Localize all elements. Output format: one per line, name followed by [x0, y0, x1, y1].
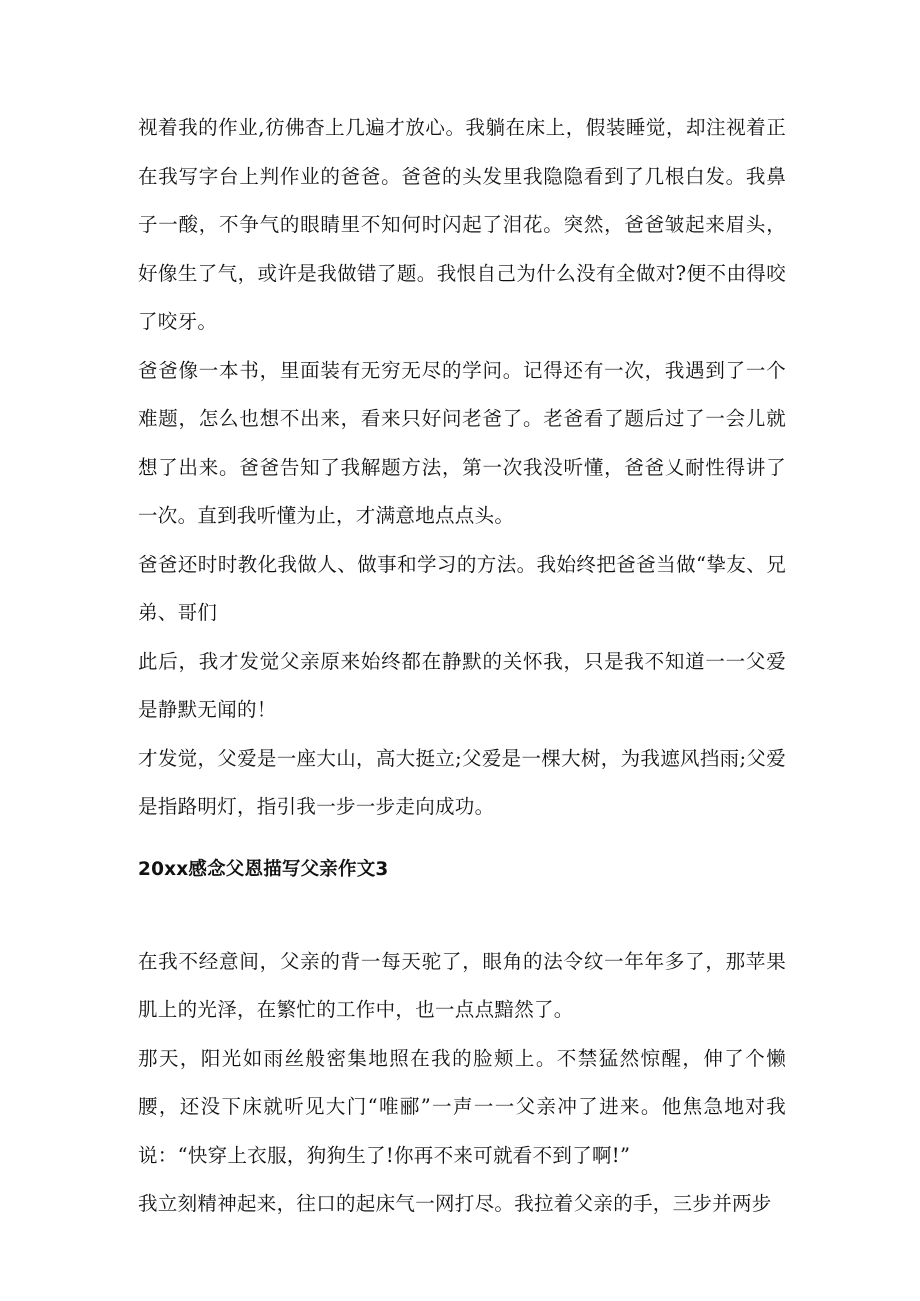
- paragraph: 我立刻精神起来，往口的起床气一网打尽。我拉着父亲的手，三步并两步: [138, 1192, 772, 1215]
- document-page: [138, 104, 786, 1229]
- paragraph: 才发觉，父爱是一座大山，高大挺立;父爱是一棵大树，为我遮风挡雨;父爱是指路明灯，指引我一步一步走向成功。: [138, 746, 786, 818]
- paragraph: 爸爸像一本书，里面装有无穷无尽的学问。记得还有一次，我遇到了一个难题，怎么也想不出来，看来只好问老爸了。老爸看了题后过了一会儿就想了出来。爸爸告知了我解题方法，第一次我没听懂，爸爸乂耐性得讲了一次。直到我听懂为止，才满意地点点头。: [138, 358, 786, 527]
- paragraph: 爸爸还时时教化我做人、做事和学习的方法。我始终把爸爸当做“挚友、兄弟、哥们: [138, 552, 786, 624]
- paragraph: 在我不经意间，父亲的背一每天驼了，眼角的法令纹一年年多了，那苹果肌上的光泽，在繁忙的工作中，也一点点黯然了。: [138, 949, 786, 1021]
- paragraph: 视着我的作业,彷佛杳上几遍才放心。我躺在床上，假装睡觉，却注视着正在我写字台上判作业的爸爸。爸爸的头发里我隐隐看到了几根白发。我鼻子一酸，不争气的眼睛里不知何时闪起了泪花。突然，爸爸皱起来眉头，好像生了气，或许是我做错了题。我恨自己为什么没有全做对?便不由得咬了咬牙。: [138, 116, 786, 333]
- section-heading: 20xx感念父恩描写父亲作文3: [138, 858, 389, 880]
- paragraph: 那天，阳光如雨丝般密集地照在我的脸颊上。不禁猛然惊醒，伸了个懒腰，还没下床就听见大门“唯郦”一声一一父亲冲了进来。他焦急地对我说：“快穿上衣服，狗狗生了!你再不来可就看不到了啊!”: [138, 1046, 786, 1167]
- heading-spacer: [138, 894, 786, 938]
- paragraph: 此后，我才发觉父亲原来始终都在静默的关怀我，只是我不知道一一父爱是静默无闻的！: [138, 649, 786, 721]
